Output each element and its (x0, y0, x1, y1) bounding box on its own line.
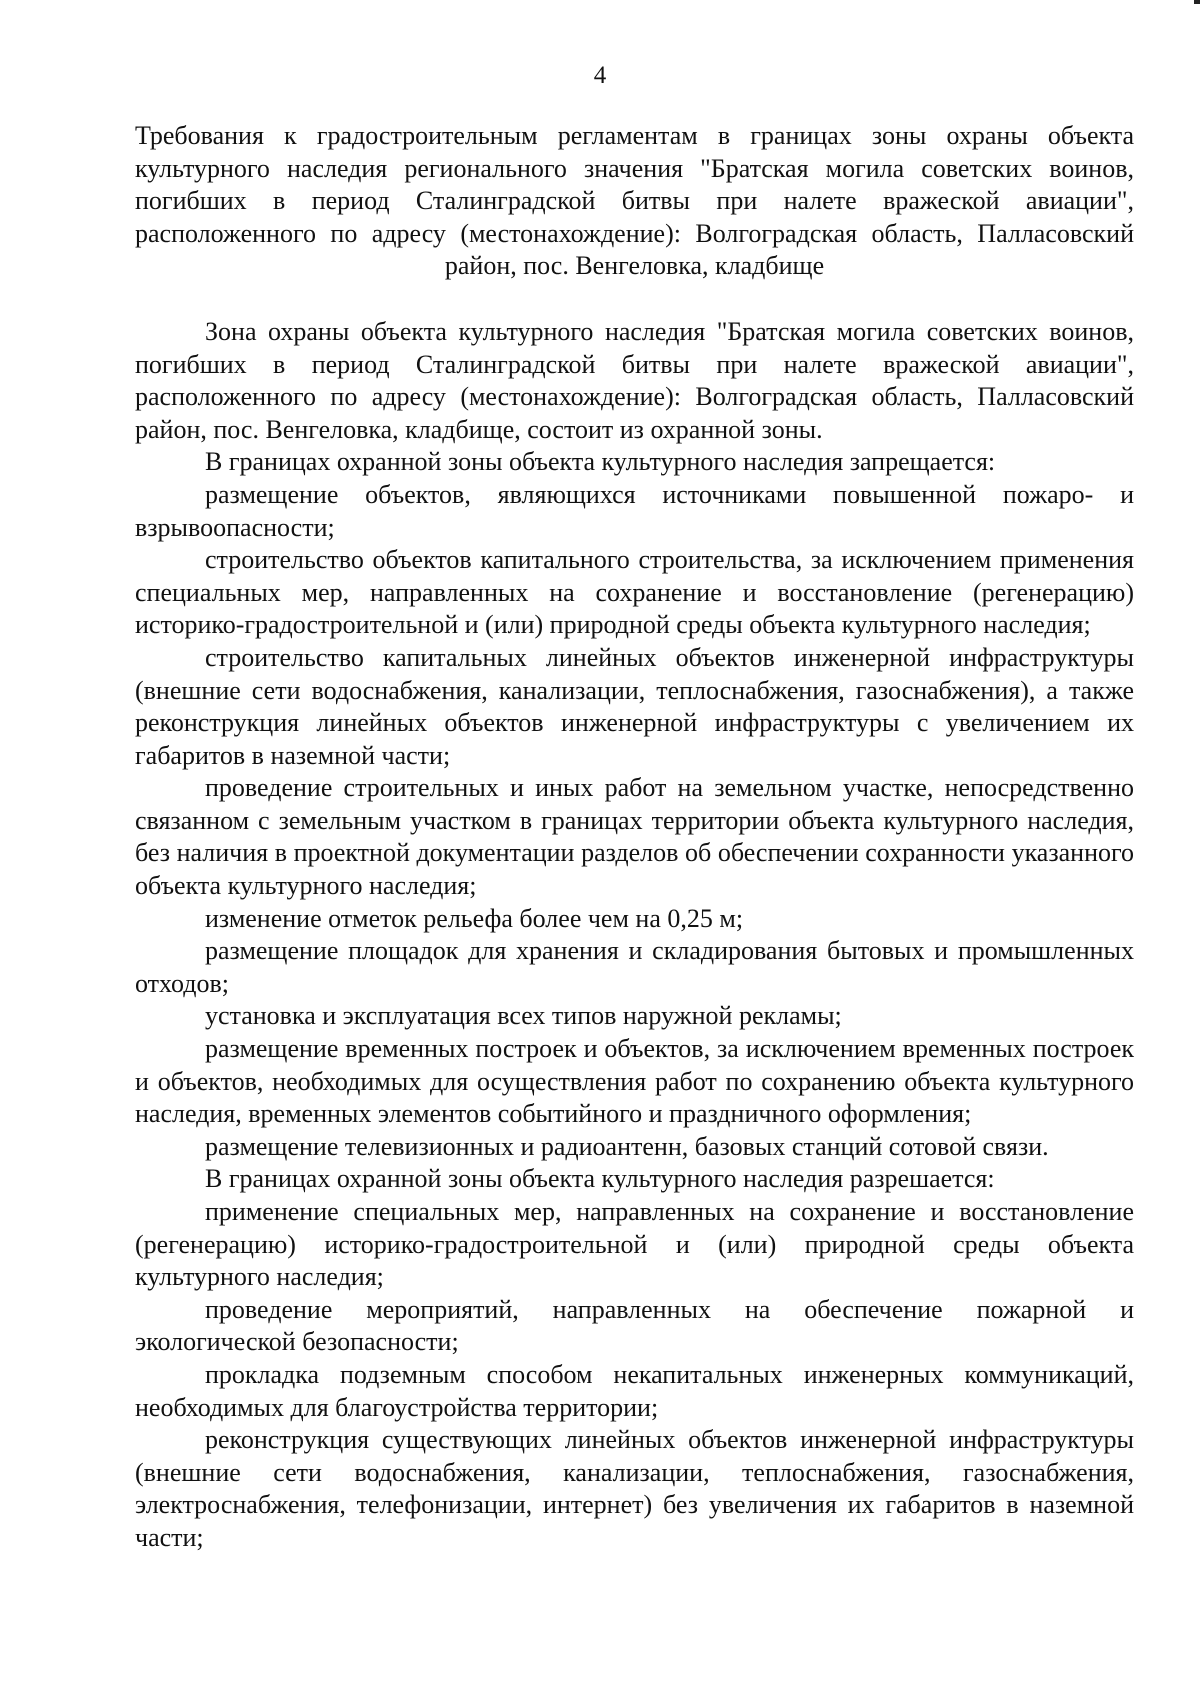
paragraph: Зона охраны объекта культурного наследия "Братская могила советских воинов, погибших в период Сталинградской битвы при налете вражеской авиации", расположенного по адресу (местонахождение): Волгоградская область, Палласовский район, пос. Венгеловка, кладбище, состоит из охранной зоны. (135, 316, 1134, 444)
paragraph: установка и эксплуатация всех типов наружной рекламы; (205, 1001, 842, 1031)
page-number: 4 (593, 62, 607, 89)
paragraph: применение специальных мер, направленных на сохранение и восстановление (регенерацию) историко-градостроительной и (или) природной среды объекта культурного наследия; (135, 1197, 1134, 1292)
paragraph: размещение площадок для хранения и складирования бытовых и промышленных отходов; (135, 936, 1134, 998)
document-body (135, 120, 1134, 1555)
paragraph: изменение отметок рельефа более чем на 0,25 м; (205, 903, 744, 933)
paragraph: проведение мероприятий, направленных на обеспечение пожарной и экологической безопасности; (135, 1294, 1134, 1357)
paragraph: размещение телевизионных и радиоантенн, базовых станций сотовой связи. (205, 1131, 1049, 1161)
scan-artifact-mark (1194, 0, 1200, 4)
paragraph: размещение временных построек и объектов, за исключением временных построек и объектов, необходимых для осуществления работ по сохранению объекта культурного наследия, временных элементов событийного и праздничного оформления; (135, 1034, 1134, 1129)
paragraph-list (135, 316, 1134, 1555)
paragraph: В границах охранной зоны объекта культурного наследия разрешается: (205, 1164, 995, 1194)
paragraph: проведение строительных и иных работ на земельном участке, непосредственно связанном с земельным участком в границах территории объекта культурного наследия, без наличия в проектной документации разделов об обеспечении сохранности указанного объекта культурного наследия; (135, 773, 1134, 901)
document-title: Требования к градостроительным регламентам в границах зоны охраны объекта культурного наследия регионального значения "Братская могила советских воинов, погибших в период Сталинградской битвы при налете вражеской авиации", расположенного по адресу (местонахождение): Волгоградская область, Палласовский район, пос. Венгеловка, кладбище (135, 121, 1134, 281)
paragraph: строительство объектов капитального строительства, за исключением применения специальных мер, направленных на сохранение и восстановление (регенерацию) историко-градостроительной и (или) природной среды объекта культурного наследия; (135, 545, 1134, 640)
paragraph: прокладка подземным способом некапитальных инженерных коммуникаций, необходимых для благоустройства территории; (135, 1359, 1134, 1422)
paragraph: реконструкция существующих линейных объектов инженерной инфраструктуры (внешние сети водоснабжения, канализации, теплоснабжения, газоснабжения, электроснабжения, телефонизации, интернет) без увеличения их габаритов в наземной части; (135, 1425, 1134, 1552)
paragraph: размещение объектов, являющихся источниками повышенной пожаро- и взрывоопасности; (135, 479, 1134, 542)
paragraph: строительство капитальных линейных объектов инженерной инфраструктуры (внешние сети водоснабжения, канализации, теплоснабжения, газоснабжения), а также реконструкция линейных объектов инженерной инфраструктуры с увеличением их габаритов в наземной части; (135, 642, 1134, 770)
paragraph: В границах охранной зоны объекта культурного наследия запрещается: (205, 447, 996, 477)
